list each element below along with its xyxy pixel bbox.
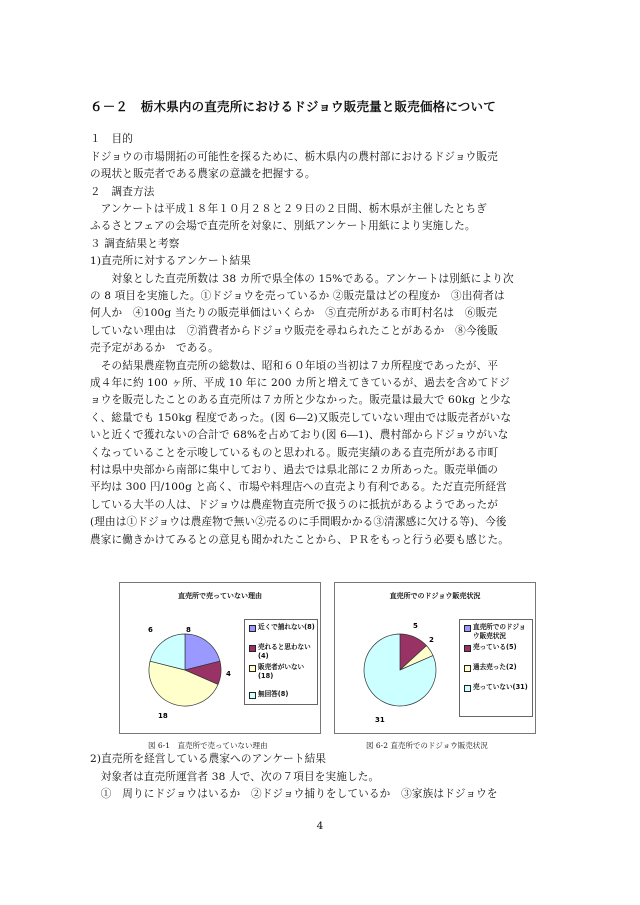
text-line: くなっていることを示唆しているものと思われる。販売実績のある直売所がある市町 bbox=[90, 447, 499, 459]
legend-swatch bbox=[249, 625, 256, 632]
data-label: 5 bbox=[413, 622, 418, 630]
text-line: ２ 調査方法 bbox=[90, 186, 155, 198]
legend-item bbox=[249, 643, 315, 661]
pie-chart bbox=[345, 608, 455, 728]
data-label: 31 bbox=[375, 716, 385, 724]
text-line: ふるさとフェアの会場で直売所を対象に、別紙アンケート用紙により実施した。 bbox=[90, 220, 476, 232]
legend-swatch bbox=[249, 665, 256, 672]
legend-item bbox=[249, 623, 315, 632]
data-label: 6 bbox=[148, 626, 153, 634]
text-line: く、総量でも 150kg 程度であった。(図 6―2)又販売していない理由では販売者がいな bbox=[90, 412, 512, 424]
text-line: 対象者は直売所運営者 38 人で、次の７項目を実施した。 bbox=[90, 771, 380, 783]
legend-item bbox=[464, 663, 530, 672]
text-line: その結果農産物直売所の総数は、昭和６０年頃の当初は７カ所程度であったが、平 bbox=[90, 360, 499, 372]
section-title: ６－２ 栃木県内の直売所におけるドジョウ販売量と販売価格について bbox=[90, 99, 496, 114]
text-line: １ 目的 bbox=[90, 133, 133, 145]
text-line: の現状と販売者である農家の意識を把握する。 bbox=[90, 168, 316, 180]
legend-label: 販売者がいない(18) bbox=[258, 663, 305, 680]
text-line: ョウを販売したことのある直売所は７カ所と少なかった。販売量は最大で 60kg と少な bbox=[90, 394, 512, 406]
legend-swatch bbox=[464, 685, 471, 692]
text-line: の 8 項目を実施した。①ドジョウを売っているか ②販売量はどの程度か ③出荷者は bbox=[90, 290, 505, 302]
legend-item bbox=[464, 643, 530, 652]
page-number: 4 bbox=[316, 820, 324, 832]
legend-label: 無回答(8) bbox=[258, 690, 289, 698]
text-line: ① 周りにドジョウはいるか ②ドジョウ捕りをしているか ③家族はドジョウを bbox=[90, 788, 498, 800]
text-line: いと近くで獲れないの合計で 68%を占めており(図 6―1)、農村部からドジョウがいな bbox=[90, 429, 509, 441]
legend-label: 過去売った(2) bbox=[473, 663, 517, 671]
text-line: 成４年に約 100 ヶ所、平成 10 年に 200 カ所と増えてきているが、過去を含めてドジ bbox=[90, 377, 510, 389]
legend-label: 売っている(5) bbox=[473, 643, 517, 651]
text-line: 農家に働きかけてみるとの意見も聞かれたことから、ＰＲをもっと行う必要も感じた。 bbox=[90, 534, 510, 546]
text-line: している大半の人は、ドジョウは農産物直売所で扱うのに抵抗があるようであったが bbox=[90, 499, 498, 511]
text-line: 何人か ④100g 当たりの販売単価はいくらか ⑤直売所がある市町村名は ⑥販売 bbox=[90, 307, 498, 319]
legend-item bbox=[249, 663, 315, 681]
pie-chart bbox=[130, 608, 240, 728]
legend-item bbox=[464, 683, 530, 692]
text-line: していない理由は ⑦消費者からドジョウ販売を尋ねられたことがあるか ⑧今後販 bbox=[90, 325, 499, 337]
text-line: 平均は 300 円/100g と高く、市場や料理店への直売より有利である。ただ直売所経営 bbox=[90, 481, 507, 493]
data-label: 8 bbox=[186, 626, 191, 634]
legend-label: 近くで捕れない(8) bbox=[258, 623, 315, 631]
text-line: 村は県中央部から南部に集中しており、過去では県北部に２カ所あった。販売単価の bbox=[90, 464, 499, 476]
chart-legend bbox=[244, 619, 318, 705]
legend-label: 直売所でのドジョウ販売状況 bbox=[473, 623, 526, 640]
text-line: (理由は①ドジョウは農産物で無い②売るのに手間暇かかる③清潔感に欠ける等)、今後 bbox=[90, 516, 507, 528]
text-line: 2)直売所を経営している農家へのアンケート結果 bbox=[90, 753, 327, 765]
chart-not-selling-reasons bbox=[119, 582, 321, 734]
legend-label: 売っていない(31) bbox=[473, 683, 528, 691]
chart-title: 直売所でのドジョウ販売状況 bbox=[389, 592, 481, 600]
text-line: ３ 調査結果と考察 bbox=[90, 238, 180, 250]
figure-caption: 図 6-2 直売所でのドジョウ販売状況 bbox=[366, 741, 488, 750]
legend-swatch bbox=[249, 692, 256, 699]
figure-caption: 図 6-1 直売所で売っていない理由 bbox=[148, 741, 268, 750]
legend-swatch bbox=[464, 625, 471, 632]
legend-item bbox=[464, 623, 530, 641]
text-line: 1)直売所に対するアンケート結果 bbox=[90, 255, 251, 267]
legend-swatch bbox=[464, 645, 471, 652]
text-line: 対象とした直売所数は 38 カ所で県全体の 15%である。アンケートは別紙により次 bbox=[90, 273, 514, 285]
data-label: 4 bbox=[226, 670, 231, 678]
text-line: 売予定があるか である。 bbox=[90, 342, 219, 354]
chart-sales-status bbox=[334, 582, 536, 734]
data-label: 18 bbox=[158, 712, 168, 720]
legend-item bbox=[249, 690, 315, 699]
text-line: ドジョウの市場開拓の可能性を探るために、栃木県内の農村部におけるドジョウ販売 bbox=[90, 151, 498, 163]
chart-legend bbox=[459, 619, 533, 717]
legend-swatch bbox=[249, 645, 256, 652]
chart-title: 直売所で売っていない理由 bbox=[178, 592, 262, 600]
text-line: アンケートは平成１８年１０月２８と２９日の２日間、栃木県が主催したとちぎ bbox=[90, 203, 487, 215]
data-label: 2 bbox=[429, 636, 434, 644]
legend-label: 売れると思わない(4) bbox=[258, 643, 311, 660]
legend-swatch bbox=[464, 665, 471, 672]
